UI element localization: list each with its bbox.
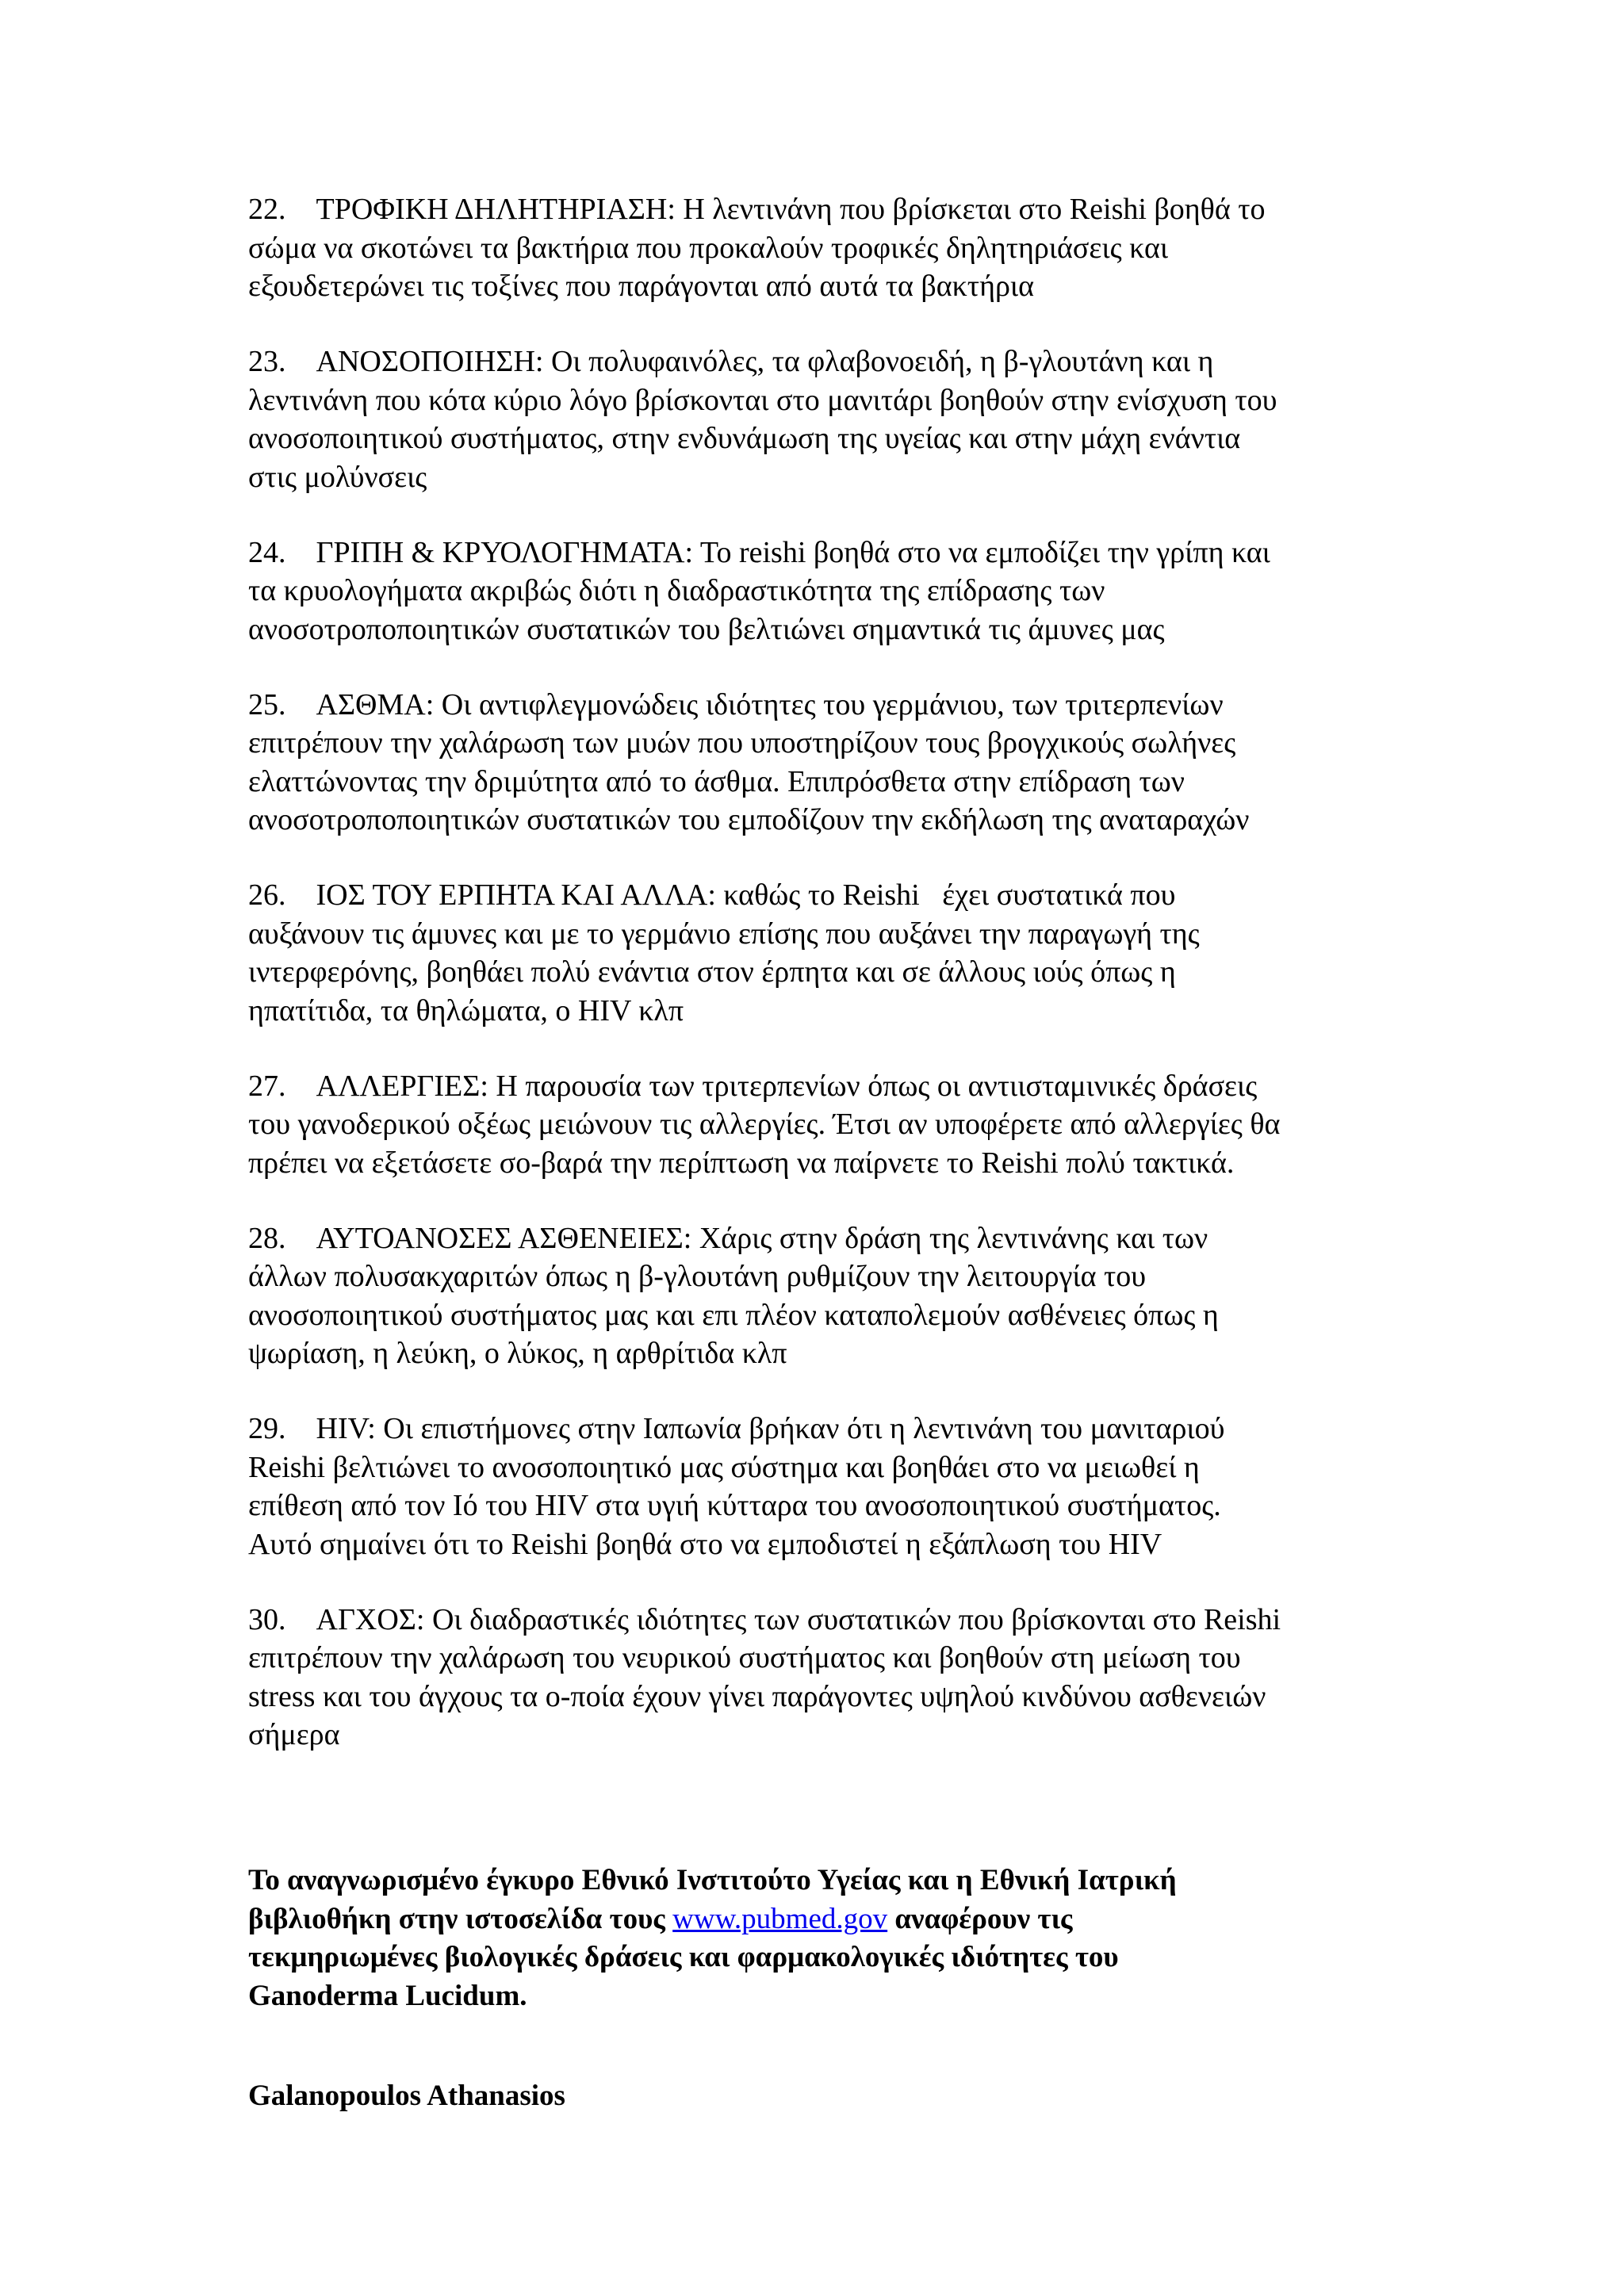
list-item-line: 28. ΑΥΤΟΑΝΟΣΕΣ ΑΣΘΕΝΕΙΕΣ: Χάρις στην δράση της λεντινάνης και των: [248, 1221, 1208, 1255]
list-item-line: 30. ΑΓΧΟΣ: Οι διαδραστικές ιδιότητες των συστατικών που βρίσκονται στο Reishi: [248, 1602, 1281, 1636]
closing-line: τεκμηριωμένες βιολογικές δράσεις και φαρμακολογικές ιδιότητες του: [248, 1941, 1119, 1973]
list-item-line: πρέπει να εξετάσετε σο-βαρά την περίπτωση να παίρνετε το Reishi πολύ τακτικά.: [248, 1146, 1235, 1180]
closing-text: βιβλιοθήκη στην ιστοσελίδα τους: [248, 1902, 673, 1935]
list-item: [248, 1601, 1414, 1755]
list-item-line: 25. ΑΣΘΜΑ: Οι αντιφλεγμονώδεις ιδιότητες του γερμάνιου, των τριτερπενίων: [248, 687, 1224, 721]
closing-line-with-link: [248, 1900, 1414, 1939]
list-item-line: ιντερφερόνης, βοηθάει πολύ ενάντια στον έρπητα και σε άλλους ιούς όπως η: [248, 955, 1176, 989]
closing-line: Το αναγνωρισμένο έγκυρο Εθνικό Ινστιτούτο Υγείας και η Εθνική Ιατρική: [248, 1864, 1177, 1896]
list-item: [248, 686, 1414, 840]
list-item-line: 24. ΓΡΙΠΗ & ΚΡΥΟΛΟΓΗΜΑΤΑ: Το reishi βοηθά στο να εμποδίζει την γρίπη και: [248, 535, 1270, 569]
list-item: [248, 876, 1414, 1030]
list-item-line: εξουδετερώνει τις τοξίνες που παράγονται από αυτά τα βακτήρια: [248, 270, 1035, 303]
list-item-line: στις μολύνσεις: [248, 460, 427, 494]
closing-text: αναφέρουν τις: [887, 1902, 1073, 1935]
list-item-line: άλλων πολυσακχαριτών όπως η β-γλουτάνη ρυθμίζουν την λειτουργία του: [248, 1260, 1147, 1293]
list-item-line: 26. ΙΟΣ ΤΟΥ ΕΡΠΗΤΑ ΚΑΙ ΑΛΛΑ: καθώς το Reishi έχει συστατικά που: [248, 878, 1176, 912]
list-item: [248, 342, 1414, 496]
list-item: [248, 1219, 1414, 1373]
numbered-list: [248, 190, 1414, 1791]
list-item-line: ψωρίαση, η λεύκη, ο λύκος, η αρθρίτιδα κλπ: [248, 1337, 787, 1370]
list-item-line: επιτρέπουν την χαλάρωση του νευρικού συστήματος και βοηθούν στη μείωση του: [248, 1641, 1241, 1674]
list-item-line: επίθεση από τον Ιό του HIV στα υγιή κύτταρα του ανοσοποιητικού συστήματος.: [248, 1489, 1221, 1522]
closing-line: Ganoderma Lucidum.: [248, 1979, 527, 2012]
list-item-line: σώμα να σκοτώνει τα βακτήρια που προκαλούν τροφικές δηλητηριάσεις και: [248, 231, 1169, 265]
list-item-line: ανοσοτροποποιητικών συστατικών του βελτιώνει σημαντικά τις άμυνες μας: [248, 612, 1165, 646]
author-signature: [248, 2077, 565, 2116]
list-item-line: λεντινάνη που κότα κύριο λόγο βρίσκονται στο μανιτάρι βοηθούν στην ενίσχυση του: [248, 383, 1277, 417]
list-item-line: επιτρέπουν την χαλάρωση των μυών που υποστηρίζουν τους βρογχικούς σωλήνες: [248, 726, 1236, 760]
list-item-line: Reishi βελτιώνει το ανοσοποιητικό μας σύστημα και βοηθάει στο να μειωθεί η: [248, 1450, 1200, 1484]
list-item: [248, 190, 1414, 306]
closing-statement: [248, 1862, 1414, 2015]
list-item-line: stress και του άγχους τα ο-ποία έχουν γίνει παράγοντες υψηλού κινδύνου ασθενειών: [248, 1679, 1266, 1713]
list-item: [248, 1410, 1414, 1563]
list-item-line: 29. HIV: Οι επιστήμονες στην Ιαπωνία βρήκαν ότι η λεντινάνη του μανιταριού: [248, 1412, 1225, 1445]
list-item: [248, 534, 1414, 649]
list-item-line: ελαττώνοντας την δριμύτητα από το άσθμα. Επιπρόσθετα στην επίδραση των: [248, 764, 1185, 798]
author-name: Galanopoulos Athanasios: [248, 2080, 565, 2112]
list-item-line: αυξάνουν τις άμυνες και με το γερμάνιο επίσης που αυξάνει την παραγωγή της: [248, 916, 1200, 951]
list-item-line: σήμερα: [248, 1718, 340, 1751]
list-item-line: 27. ΑΛΛΕΡΓΙΕΣ: Η παρουσία των τριτερπενίων όπως οι αντιισταμινικές δράσεις: [248, 1069, 1258, 1103]
list-item-line: 22. ΤΡΟΦΙΚΗ ΔΗΛΗΤΗΡΙΑΣΗ: Η λεντινάνη που βρίσκεται στο Reishi βοηθά το: [248, 193, 1266, 226]
list-item-line: τα κρυολογήματα ακριβώς διότι η διαδραστικότητα της επίδρασης των: [248, 574, 1105, 607]
list-item-line: του γανοδερικού οξέως μειώνουν τις αλλεργίες. Έτσι αν υποφέρετε από αλλεργίες θα: [248, 1108, 1281, 1141]
list-item-line: ανοσοποιητικού συστήματος μας και επι πλέον καταπολεμούν ασθένειες όπως η: [248, 1298, 1219, 1332]
list-item-line: Αυτό σημαίνει ότι το Reishi βοηθά στο να εμποδιστεί η εξάπλωση του HIV: [248, 1527, 1162, 1561]
list-item-line: ηπατίτιδα, τα θηλώματα, ο HIV κλπ: [248, 993, 684, 1027]
list-item-line: 23. ΑΝΟΣΟΠΟΙΗΣΗ: Οι πολυφαινόλες, τα φλαβονοειδή, η β-γλουτάνη και η: [248, 345, 1214, 378]
list-item-line: ανοσοποιητικού συστήματος, στην ενδυνάμωση της υγείας και στην μάχη ενάντια: [248, 422, 1241, 455]
list-item: [248, 1067, 1414, 1183]
list-item-line: ανοσοτροποποιητικών συστατικών του εμποδίζουν την εκδήλωση της αναταραχών: [248, 803, 1250, 836]
pubmed-link[interactable]: www.pubmed.gov: [672, 1902, 888, 1935]
